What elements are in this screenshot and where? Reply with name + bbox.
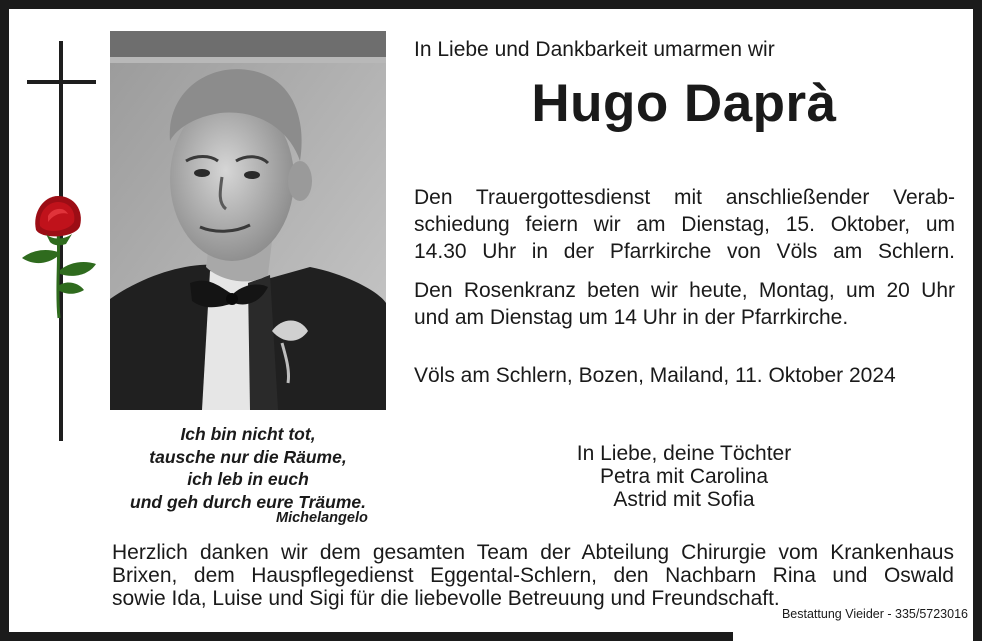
poem-line: tausche nur die Räume, (149, 446, 347, 467)
rosary-line: Den Rosenkranz beten wir heute, Montag, um 20 Uhr (414, 279, 955, 302)
frame-gap (733, 632, 973, 641)
deceased-name: Hugo Daprà (531, 74, 837, 133)
poem-line: und geh durch eure Träume. (130, 491, 366, 512)
rose-icon (18, 190, 102, 320)
place-date: Völs am Schlern, Bozen, Mailand, 11. Oktober 2024 (414, 364, 896, 387)
service-line: Den Trauergottesdienst mit anschließender Verab- (414, 186, 955, 209)
poem-author: Michelangelo (276, 510, 368, 526)
family-line: Petra mit Carolina (599, 465, 769, 488)
thanks-line: Herzlich danken wir dem gesamten Team der Abteilung Chirurgie vom Krankenhaus (112, 541, 954, 564)
service-paragraph (414, 184, 955, 265)
undertaker-credit: Bestattung Vieider - 335/5723016 (781, 607, 968, 621)
family-line: In Liebe, deine Töchter (576, 442, 792, 465)
poem-line: ich leb in euch (187, 469, 309, 489)
rosary-line: und am Dienstag um 14 Uhr in der Pfarrkirche. (414, 306, 849, 329)
portrait-photo (110, 31, 386, 410)
service-line: 14.30 Uhr in der Pfarrkirche von Völs am Schlern. (414, 240, 955, 263)
family-block (540, 442, 828, 511)
poem-line: Ich bin nicht tot, (180, 424, 316, 444)
poem (112, 423, 384, 513)
cross-bar (27, 80, 96, 84)
thanks-line: Brixen, dem Hauspflegedienst Eggental-Schlern, den Nachbarn Rina und Oswald (112, 564, 954, 587)
thanks-paragraph (112, 541, 954, 610)
thanks-line: sowie Ida, Luise und Sigi für die liebevolle Betreuung und Freundschaft. (112, 587, 780, 610)
intro-line: In Liebe und Dankbarkeit umarmen wir (414, 38, 775, 61)
family-line: Astrid mit Sofia (613, 488, 755, 511)
service-line: schiedung feiern wir am Dienstag, 15. Oktober, um (414, 213, 955, 236)
rosary-paragraph (414, 277, 955, 331)
